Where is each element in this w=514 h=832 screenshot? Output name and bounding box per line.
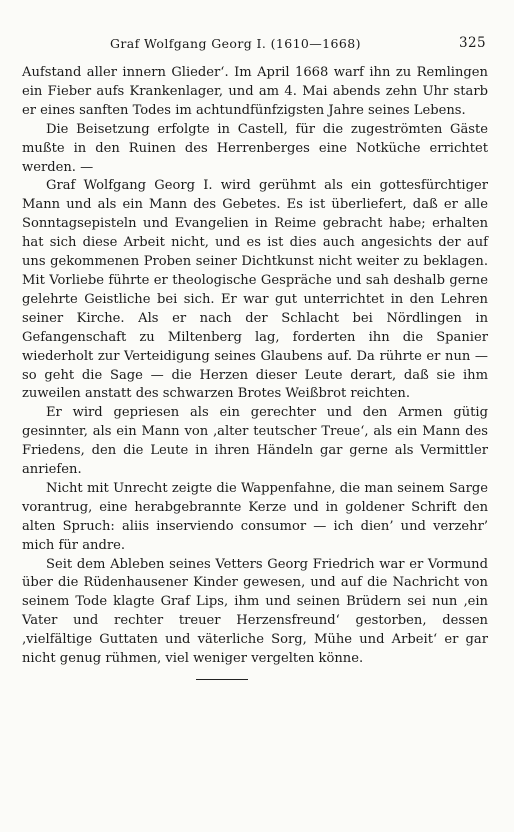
paragraph: Er wird gepriesen als ein gerechter und den Armen gütig gesinnter, als ein Mann von ‚alter teutscher Treue‘, als ein Mann des Friedens, den die Leute in ihren Händeln gar gerne als Vermittler anriefen. <box>22 405 488 478</box>
paragraph: Seit dem Ableben seines Vetters Georg Friedrich war er Vormund über die Rüdenhausener Kinder gewesen, und auf die Nachricht von seinem Tode klagte Graf Lips, ihm und seinen Brüdern sei nun ‚ein Vater und rechter treuer Herzensfreund‘ gestorben, dessen ‚vielfältige Guttaten und väterliche Sorg, Mühe und Arbeit‘ er gar nicht genug rühmen, viel weniger vergelten könne. <box>22 556 488 667</box>
paragraph: Graf Wolfgang Georg I. wird gerühmt als ein gottesfürchtiger Mann und als ein Mann des Gebetes. Es ist überliefert, daß er alle Sonntagsepisteln und Evangelien in Reime gebracht habe; erhalten hat sich diese Arbeit nicht, und es ist dies auch angesichts der auf uns gekommenen Proben seiner Dichtkunst nicht weiter zu beklagen. Mit Vorliebe führte er theologische Gespräche und sah deshalb gerne gelehrte Geistliche bei sich. Er war gut unterrichtet in den Lehren seiner Kirche. Als er nach der Schlacht bei Nördlingen in Gefangenschaft zu Miltenberg lag, forderten ihn die Spanier wiederholt zur Verteidigung seines Glaubens auf. Da rührte er nun — so geht die Sage — die Herzen dieser Leute derart, daß sie ihm zuweilen anstatt des schwarzen Brotes Weißbrot reichten. <box>22 178 488 402</box>
running-title: Graf Wolfgang Georg I. (1610—1668) <box>110 36 361 51</box>
paragraph: Nicht mit Unrecht zeigte die Wappenfahne, die man seinem Sarge vorantrug, eine herabgebrannte Kerze und in goldener Schrift den alten Spruch: aliis inserviendo consumor — ich dien’ und verzehr’ mich für andre. <box>22 480 488 553</box>
section-end-rule <box>196 679 248 680</box>
running-header <box>100 36 490 56</box>
paragraph-continued: Aufstand aller innern Glieder‘. Im April 1668 warf ihn zu Remlingen ein Fieber aufs Krankenlager, und am 4. Mai abends zehn Uhr starb er eines sanften Todes im achtundfünfzigsten Jahre seines Lebens. <box>22 65 488 118</box>
page-number: 325 <box>459 35 486 51</box>
body-text <box>22 64 488 669</box>
paragraph: Die Beisetzung erfolgte in Castell, für die zugeströmten Gäste mußte in den Ruinen des Herrenberges eine Notküche errichtet werden. — <box>22 121 488 175</box>
